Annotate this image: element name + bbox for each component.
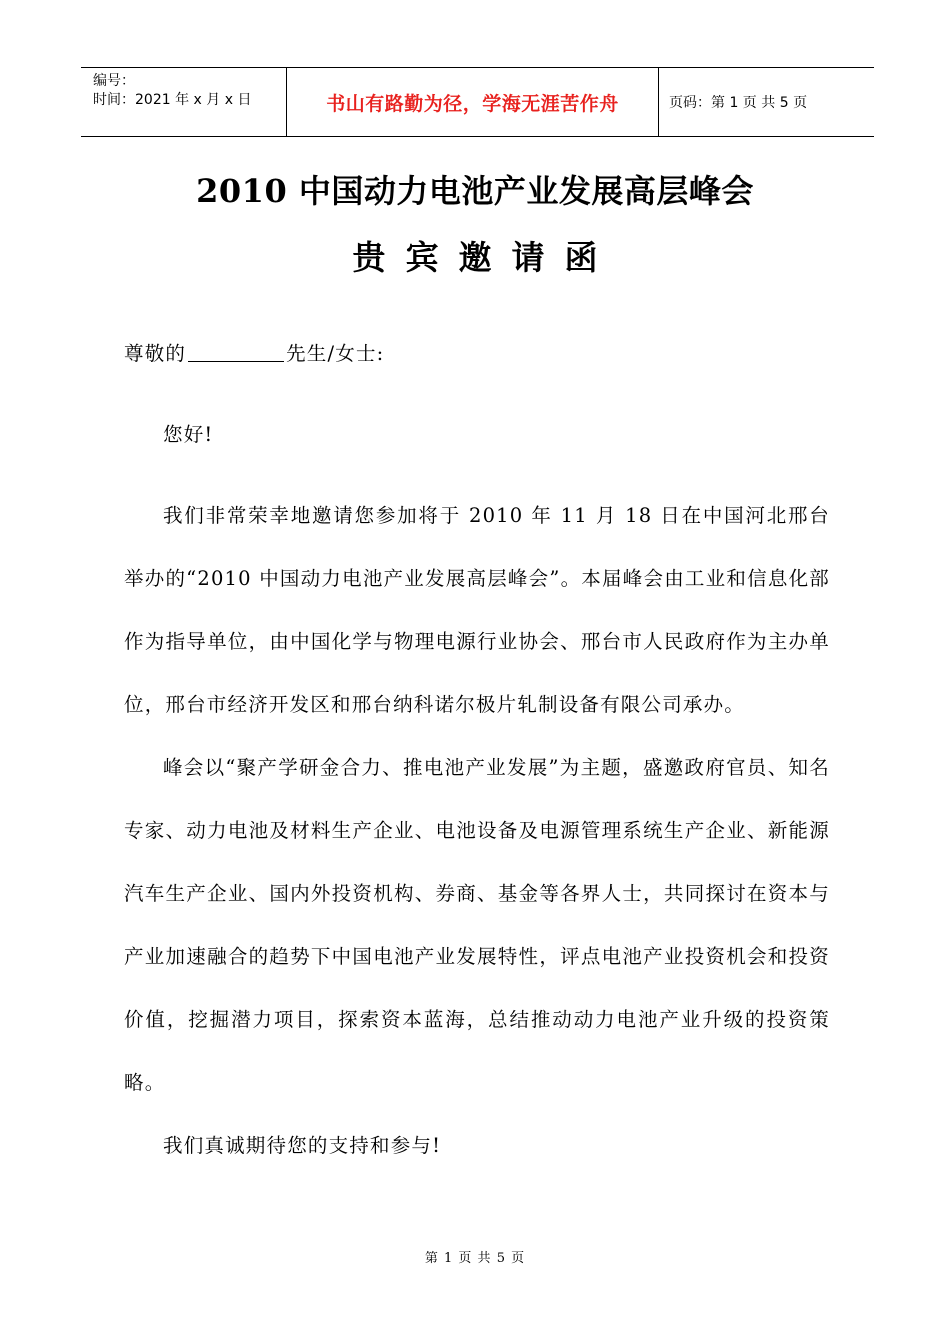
header-page-info: 页码：第 1 页 共 5 页 — [669, 95, 808, 111]
paragraph-closing: 我们真诚期待您的支持和参与! — [163, 1134, 442, 1157]
name-blank-line — [188, 341, 284, 362]
document-header — [81, 67, 874, 137]
document-title: 2010 中国动力电池产业发展高层峰会 — [196, 172, 754, 210]
letter-body — [124, 322, 830, 1177]
salutation-prefix: 尊敬的 — [124, 342, 187, 365]
page-footer: 第 1 页 共 5 页 — [424, 1251, 526, 1266]
document-subtitle: 贵宾邀请函 — [352, 238, 618, 277]
header-meta — [81, 68, 286, 136]
greeting: 您好! — [163, 423, 214, 446]
salutation-suffix: 先生/女士: — [286, 342, 385, 365]
document-date: 时间：2021 年 x 月 x 日 — [93, 92, 252, 108]
header-motto: 书山有路勤为径，学海无涯苦作舟 — [286, 68, 659, 136]
document-number-label: 编号： — [93, 73, 135, 89]
paragraph-theme: 峰会以“聚产学研金合力、推电池产业发展”为主题，盛邀政府官员、知名专家、动力电池及材料生产企业、电池设备及电源管理系统生产企业、新能源汽车生产企业、国内外投资机构、券商、基金等各界人士，共同探讨在资本与产业加速融合的趋势下中国电池产业发展特性，评点电池产业投资机会和投资价值，挖掘潜力项目，探索资本蓝海，总结推动动力电池产业升级的投资策略。 — [124, 756, 830, 1094]
salutation — [124, 322, 830, 385]
paragraph-invitation: 我们非常荣幸地邀请您参加将于 2010 年 11 月 18 日在中国河北邢台举办的“2010 中国动力电池产业发展高层峰会”。本届峰会由工业和信息化部作为指导单位，由中国化学与物理电源行业协会、邢台市人民政府作为主办单位，邢台市经济开发区和邢台纳科诺尔极片轧制设备有限公司承办。 — [124, 504, 830, 716]
